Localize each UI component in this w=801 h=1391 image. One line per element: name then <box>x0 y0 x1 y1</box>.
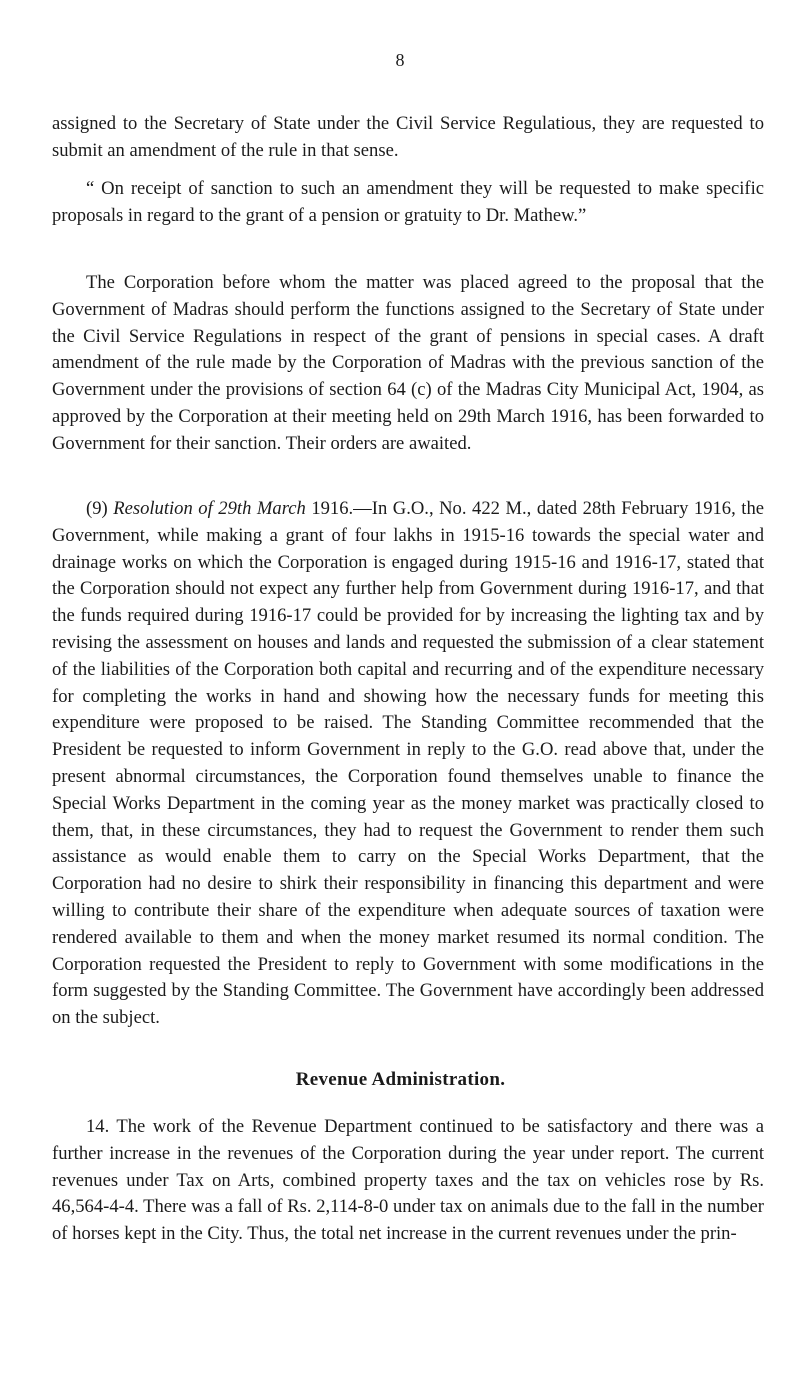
item-number: (9) <box>86 498 108 519</box>
resolution-title: Resolution of 29th March <box>113 498 306 519</box>
resolution-body: 1916.—In G.O., No. 422 M., dated 28th February 1916, the Government, while making a grant of four lakhs in 1915-16 towards the special water and drainage works on which the Corporation is engaged during 1915-16 and 1916-17, stated that the Corporation should not expect any further help from Government during 1916-17, and that the funds required during 1916-17 could be provided for by increasing the lighting tax and by revising the assessment on houses and lands and requested the submission of a clear statement of the liabilities of the Corporation both capital and recurring and of the expenditure necessary for completing the works in hand and showing how the necessary funds for meeting this expenditure were proposed to be raised. The Standing Committee recommended that the President be requested to inform Government in reply to the G.O. read above that, under the present abnormal circumstances, the Corporation found themselves unable to finance the Special Works Department in the coming year as the money market was practically closed to them, that, in these circumstances, they had to request the Government to render them such assistance as would enable them to carry on the Special Works Department, that the Corporation had no desire to shirk their responsibility in financing this department and were willing to contribute their share of the expenditure when adequate sources of taxation were rendered available to them and when the money market resumed its normal condition. The Corporation requested the President to reply to Government with some modifications in the form suggested by the Standing Committee. The Government have accordingly been addressed on the subject. <box>52 498 764 1029</box>
paragraph-continuation: assigned to the Secretary of State under the Civil Service Regulatious, they are requested to submit an amendment of the rule in that sense. <box>52 113 764 161</box>
paragraph-revenue: 14. The work of the Revenue Department continued to be satisfactory and there was a further increase in the revenues of the Corporation during the year under report. The current revenues under Tax on Arts, combined property taxes and the tax on vehicles rose by Rs. 46,564-4-4. There was a fall of Rs. 2,114-8-0 under tax on animals due to the fall in the number of horses kept in the City. Thus, the total net increase in the current revenues under the prin- <box>52 1116 764 1245</box>
page-number: 8 <box>395 50 405 70</box>
paragraph-quote: “ On receipt of sanction to such an amendment they will be requested to make specific proposals in regard to the grant of a pension or gratuity to Dr. Mathew.” <box>52 178 764 226</box>
paragraph-corporation: The Corporation before whom the matter was placed agreed to the proposal that the Government of Madras should perform the functions assigned to the Secretary of State under the Civil Service Regulations in respect of the grant of pensions in special cases. A draft amendment of the rule made by the Corporation of Madras with the previous sanction of the Government under the provisions of section 64 (c) of the Madras City Municipal Act, 1904, as approved by the Corporation at their meeting held on 29th March 1916, has been forwarded to Government for their sanction. Their orders are awaited. <box>52 272 764 454</box>
section-heading: Revenue Administration. <box>295 1069 506 1090</box>
paragraph-resolution <box>52 496 764 1032</box>
